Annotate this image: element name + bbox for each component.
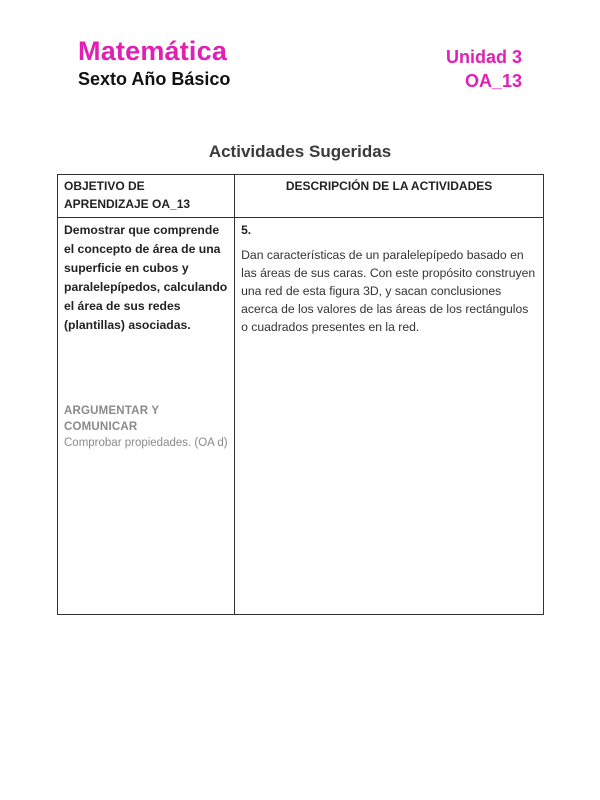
page-header-left (78, 36, 230, 90)
page-header-right (446, 46, 522, 92)
objective-text: Demostrar que comprende el concepto de área de una superficie en cubos y paralelepípedos, calculando el área de sus redes (plantillas) asociadas. (64, 223, 228, 332)
table-header-row (58, 175, 544, 218)
skill-block (64, 403, 228, 451)
objective-cell (58, 218, 235, 615)
activity-number: 5. (241, 223, 252, 237)
description-cell (235, 218, 544, 615)
unit-label: Unidad 3 (445, 47, 522, 67)
grade-level: Sexto Año Básico (78, 69, 231, 89)
activity-description: Dan características de un paralelepípedo basado en las áreas de sus caras. Con este propósito construyen una red de esta figura 3D, y sacan conclusiones acerca de los valores de las áreas de los rectángulos o cuadrados presentes en la red. (241, 248, 536, 334)
objective-column-header: OBJETIVO DE APRENDIZAJE OA_13 (58, 175, 235, 218)
skill-title: ARGUMENTAR Y COMUNICAR (64, 405, 160, 433)
description-column-header: DESCRIPCIÓN DE LA ACTIVIDADES (235, 175, 544, 218)
oa-code-label: OA_13 (464, 71, 522, 91)
section-title: Actividades Sugeridas (208, 142, 392, 161)
table-row (58, 218, 544, 615)
subject-title: Matemática (78, 36, 228, 66)
activities-table (57, 174, 544, 615)
skill-text: Comprobar propiedades. (OA d) (64, 437, 228, 449)
